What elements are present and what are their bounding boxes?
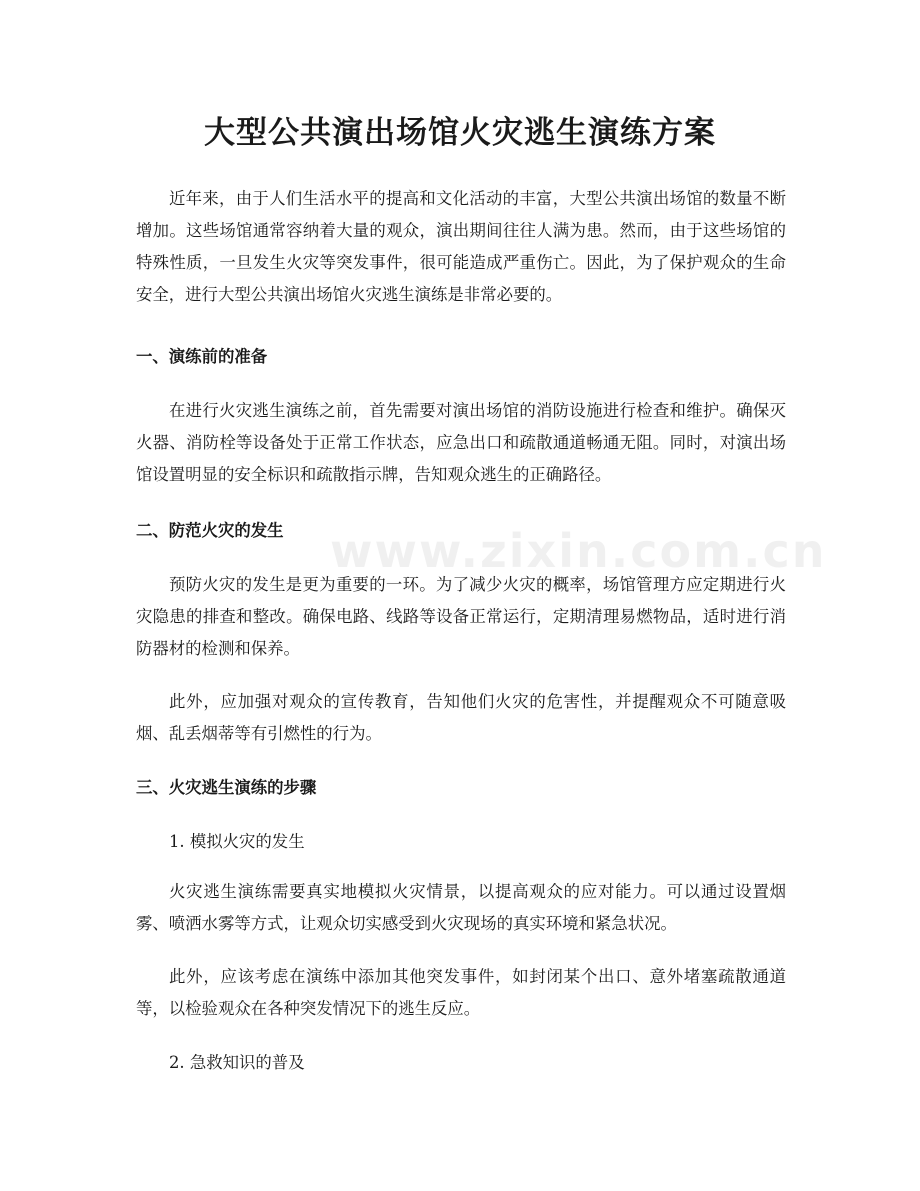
section-2-paragraph-1: 预防火灾的发生是更为重要的一环。为了减少火灾的概率，场馆管理方应定期进行火灾隐患的排查和整改。确保电路、线路等设备正常运行，定期清理易燃物品，适时进行消防器材的检测和保养。 <box>136 575 786 658</box>
step-1-paragraph-1: 火灾逃生演练需要真实地模拟火灾情景，以提高观众的应对能力。可以通过设置烟雾、喷洒水雾等方式，让观众切实感受到火灾现场的真实环境和紧急状况。 <box>136 882 786 933</box>
step-1-heading: 1. 模拟火灾的发生 <box>169 832 305 851</box>
section-3-heading: 三、火灾逃生演练的步骤 <box>136 778 317 797</box>
step-1-paragraph-2: 此外，应该考虑在演练中添加其他突发事件，如封闭某个出口、意外堵塞疏散通道等，以检验观众在各种突发情况下的逃生反应。 <box>136 967 786 1018</box>
section-1-paragraph: 在进行火灾逃生演练之前，首先需要对演出场馆的消防设施进行检查和维护。确保灭火器、消防栓等设备处于正常工作状态，应急出口和疏散通道畅通无阻。同时，对演出场馆设置明显的安全标识和疏散指示牌，告知观众逃生的正确路径。 <box>136 401 786 484</box>
document-title: 大型公共演出场馆火灾逃生演练方案 <box>204 115 716 151</box>
watermark: www.zixin.com.cn <box>330 524 827 578</box>
section-2-paragraph-2: 此外，应加强对观众的宣传教育，告知他们火灾的危害性，并提醒观众不可随意吸烟、乱丢烟蒂等有引燃性的行为。 <box>136 692 786 743</box>
section-2-heading: 二、防范火灾的发生 <box>136 521 284 540</box>
step-2-heading: 2. 急救知识的普及 <box>169 1053 305 1072</box>
section-1-heading: 一、演练前的准备 <box>136 347 268 366</box>
intro-paragraph: 近年来，由于人们生活水平的提高和文化活动的丰富，大型公共演出场馆的数量不断增加。这些场馆通常容纳着大量的观众，演出期间往往人满为患。然而，由于这些场馆的特殊性质，一旦发生火灾等突发事件，很可能造成严重伤亡。因此，为了保护观众的生命安全，进行大型公共演出场馆火灾逃生演练是非常必要的。 <box>136 189 786 304</box>
